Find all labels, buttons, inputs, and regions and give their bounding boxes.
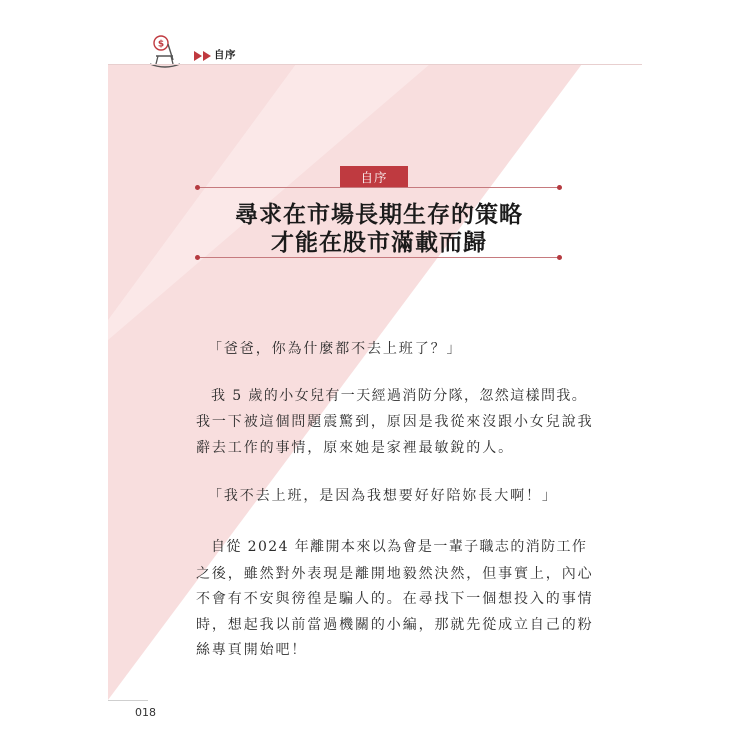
chapter-title-line-2: 才能在股市滿載而歸 xyxy=(271,230,487,256)
double-arrow-icon xyxy=(194,51,212,61)
body-line: 絲專頁開始吧！ xyxy=(196,642,308,658)
footer-divider xyxy=(108,700,148,701)
body-line: 「我不去上班，是因為我想要好好陪妳長大啊！」 xyxy=(208,488,558,504)
title-top-rule-dot-right xyxy=(557,185,562,190)
chapter-title-line-1: 尋求在市場長期生存的策略 xyxy=(235,202,523,228)
title-top-rule xyxy=(198,187,560,188)
title-bottom-rule-dot-left xyxy=(195,255,200,260)
preface-badge: 自序 xyxy=(340,166,408,188)
body-line: 我 5 歲的小女兒有一天經過消防分隊，忽然這樣問我。 xyxy=(211,388,588,404)
body-line: 自從 2024 年離開本來以為會是一輩子職志的消防工作 xyxy=(211,539,588,555)
header-section-label: 自序 xyxy=(214,49,236,61)
page-number: 018 xyxy=(135,706,156,719)
header-divider xyxy=(108,64,642,65)
title-top-rule-dot-left xyxy=(195,185,200,190)
body-line: 不會有不安與徬徨是騙人的。在尋找下一個想投入的事情 xyxy=(196,591,594,607)
title-bottom-rule xyxy=(198,257,560,258)
body-line: 之後，雖然對外表現是離開地毅然決然，但事實上，內心 xyxy=(196,566,594,582)
body-line: 時，想起我以前當過機關的小編，那就先從成立自己的粉 xyxy=(196,617,594,633)
title-bottom-rule-dot-right xyxy=(557,255,562,260)
body-line: 辭去工作的事情，原來她是家裡最敏銳的人。 xyxy=(196,440,514,456)
svg-text:$: $ xyxy=(157,39,165,50)
body-line: 「爸爸，你為什麼都不去上班了？」 xyxy=(208,341,463,357)
body-line: 我一下被這個問題震驚到，原因是我從來沒跟小女兒說我 xyxy=(196,414,594,430)
